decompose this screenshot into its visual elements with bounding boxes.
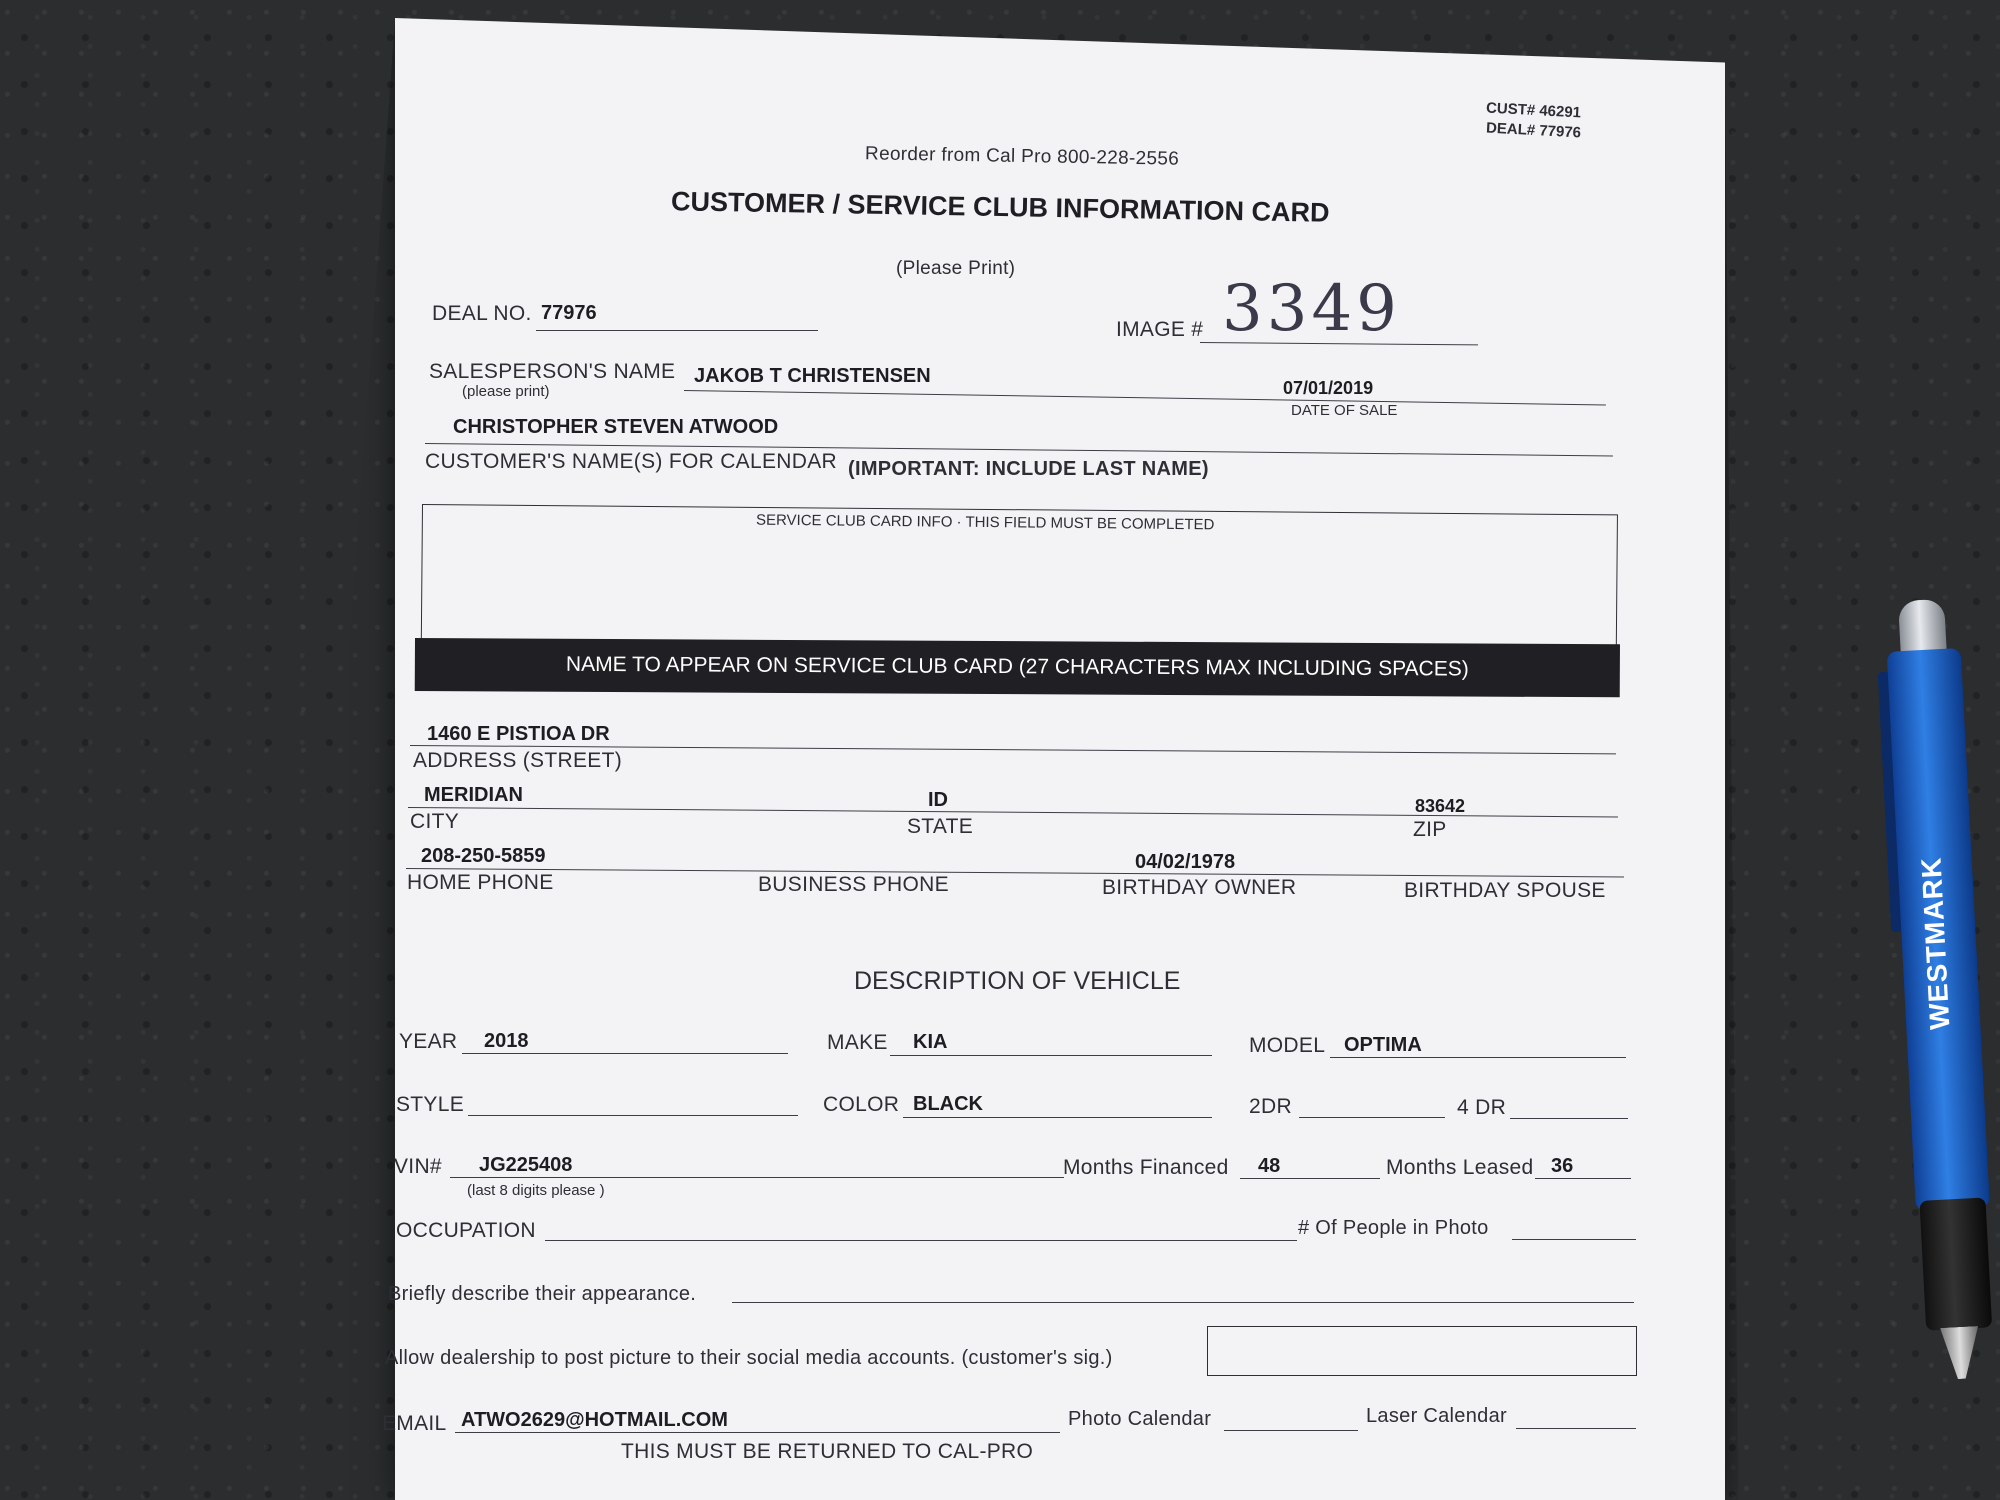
four-door-label: 4 DR [1457,1096,1507,1119]
make-label: MAKE [827,1031,888,1054]
state-label: STATE [907,815,974,838]
make-line [890,1055,1212,1056]
vin-label: VIN# [394,1155,442,1178]
model-value[interactable]: OPTIMA [1344,1034,1422,1056]
salesperson-sub: (please print) [462,383,550,400]
year-line [462,1053,788,1054]
form-title: CUSTOMER / SERVICE CLUB INFORMATION CARD [670,186,1330,228]
months-leased-value[interactable]: 36 [1551,1155,1574,1177]
customer-name-label: CUSTOMER'S NAME(S) FOR CALENDAR [425,450,837,473]
deal-number-corner: DEAL# 77976 [1485,119,1582,142]
pen-cap [1898,599,1947,656]
vin-line [450,1177,1064,1178]
email-label: EMAIL [382,1412,447,1435]
laser-calendar-label: Laser Calendar [1366,1405,1507,1427]
birthday-spouse-label: BIRTHDAY SPOUSE [1404,879,1606,902]
state-value[interactable]: ID [928,789,948,811]
months-leased-line [1535,1178,1631,1179]
birthday-owner-label: BIRTHDAY OWNER [1102,876,1297,899]
people-in-photo-line [1512,1239,1636,1240]
occupation-line [545,1240,1297,1241]
zip-value[interactable]: 83642 [1415,796,1466,816]
months-leased-label: Months Leased [1386,1156,1534,1179]
salesperson-label: SALESPERSON'S NAME [429,360,676,383]
vehicle-heading: DESCRIPTION OF VEHICLE [854,967,1181,995]
vin-value[interactable]: JG225408 [479,1154,573,1176]
appearance-line [732,1302,1634,1303]
pen-brand: WESTMARK [1915,856,1956,1031]
service-club-name-bar-text: NAME TO APPEAR ON SERVICE CLUB CARD (27 CHARACTERS MAX INCLUDING SPACES) [565,652,1469,681]
months-financed-line [1240,1178,1380,1179]
occupation-label: OCCUPATION [396,1219,536,1242]
color-label: COLOR [823,1093,900,1116]
service-club-box-label: SERVICE CLUB CARD INFO · THIS FIELD MUST BE COMPLETED [755,511,1215,534]
color-value[interactable]: BLACK [913,1093,983,1115]
customer-name-important: (IMPORTANT: INCLUDE LAST NAME) [848,458,1209,480]
customer-number: CUST# 46291 [1485,99,1582,122]
signature-box[interactable] [1207,1326,1637,1376]
appearance-label: Briefly describe their appearance. [388,1283,697,1305]
deal-no-line [536,330,818,331]
photo-calendar-label: Photo Calendar [1068,1408,1212,1430]
image-label: IMAGE # [1116,318,1204,341]
four-door-line [1510,1118,1628,1119]
email-value[interactable]: ATWO2629@HOTMAIL.COM [461,1409,728,1431]
home-phone-label: HOME PHONE [407,871,554,894]
model-label: MODEL [1249,1034,1326,1057]
address-label: ADDRESS (STREET) [413,749,622,772]
social-media-label: Allow dealership to post picture to their social media accounts. (customer's sig.) [385,1347,1113,1369]
service-club-name-bar [415,638,1620,697]
deal-no-value[interactable]: 77976 [541,302,597,324]
home-phone-value[interactable]: 208-250-5859 [421,845,546,867]
date-of-sale-label: DATE OF SALE [1291,402,1398,419]
deal-no-label: DEAL NO. [432,302,532,325]
customer-name-value[interactable]: CHRISTOPHER STEVEN ATWOOD [453,416,779,438]
year-label: YEAR [399,1030,458,1053]
salesperson-value[interactable]: JAKOB T CHRISTENSEN [694,365,931,387]
image-number-handwritten[interactable]: 3349 [1222,272,1401,346]
vin-sub: (last 8 digits please ) [467,1182,605,1199]
months-financed-value[interactable]: 48 [1258,1155,1281,1177]
address-value[interactable]: 1460 E PISTIOA DR [427,723,610,745]
birthday-owner-value[interactable]: 04/02/1978 [1135,851,1236,873]
laser-calendar-line [1516,1428,1636,1429]
pen-tip [1940,1326,1981,1380]
color-line [903,1117,1212,1118]
email-line [455,1432,1060,1433]
style-label: STYLE [396,1093,465,1116]
two-door-line [1299,1117,1445,1118]
footer-text: THIS MUST BE RETURNED TO CAL-PRO [621,1440,1034,1463]
two-door-label: 2DR [1249,1095,1292,1118]
photo-calendar-line [1224,1430,1358,1431]
people-in-photo-label: # Of People in Photo [1298,1217,1489,1239]
make-value[interactable]: KIA [913,1031,948,1053]
pen [1880,598,2000,1381]
business-phone-label: BUSINESS PHONE [758,873,949,896]
style-line [468,1115,798,1116]
pen-grip [1919,1197,1992,1330]
reorder-text: Reorder from Cal Pro 800-228-2556 [864,143,1180,170]
city-value[interactable]: MERIDIAN [424,784,523,806]
city-label: CITY [410,810,460,833]
zip-label: ZIP [1413,818,1447,841]
please-print: (Please Print) [896,258,1016,279]
model-line [1330,1057,1626,1058]
year-value[interactable]: 2018 [484,1030,529,1052]
date-of-sale-value[interactable]: 07/01/2019 [1283,378,1374,398]
months-financed-label: Months Financed [1063,1156,1229,1179]
